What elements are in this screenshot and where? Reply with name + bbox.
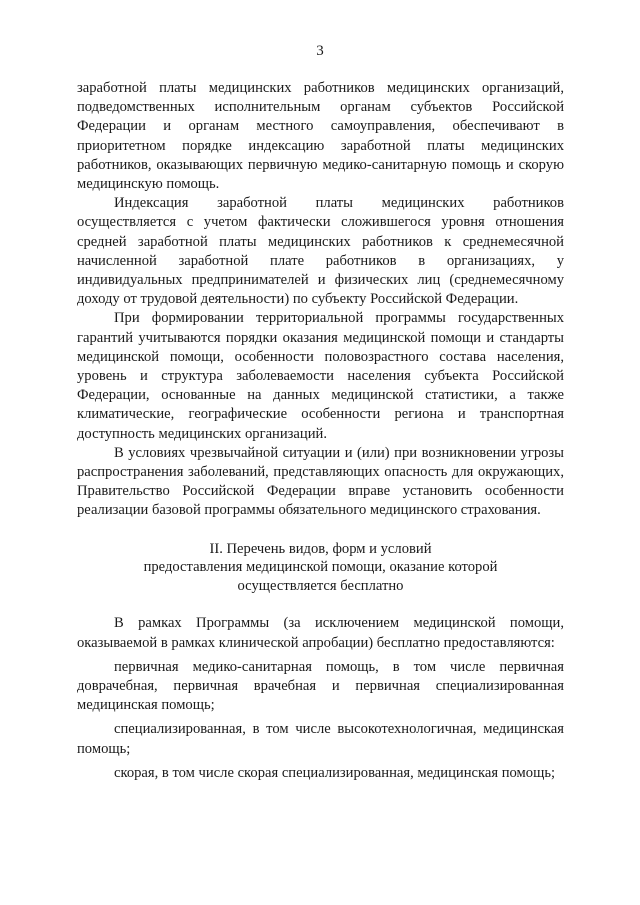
section-heading-line-3: осуществляется бесплатно [237,577,404,594]
list-item-primary-care: первичная медико-санитарная помощь, в том числе первичная доврачебная, первичная врачебная и первичная специализированная медицинская помощь; [77,658,564,714]
page-number: 3 [316,43,324,59]
section-heading [77,540,564,596]
paragraph-salary-indexation: Индексация заработной платы медицинских работников осуществляется с учетом фактически сложившегося уровня отношения средней заработной платы медицинских работников к среднемесячной начисленной заработной плате работников в организациях, у индивидуальных предпринимателей и физических лиц (среднемесячному доходу от трудовой деятельности) по субъекту Российской Федерации. [77,195,564,308]
paragraph-emergency: В условиях чрезвычайной ситуации и (или) при возникновении угрозы распространения заболеваний, представляющих опасность для окружающих, Правительство Российской Федерации вправе установить особенности реализации базовой программы обязательного медицинского страхования. [77,444,564,519]
section-heading-line-2: предоставления медицинской помощи, оказание которой [143,559,498,576]
paragraph-salary-continuation: заработной платы медицинских работников медицинских организаций, подведомственных исполнительным органам субъектов Российской Федерации и органам местного самоуправления, обеспечивают в приоритетном порядке индексацию заработной платы медицинских работников, оказывающих первичную медико-санитарную помощь и скорую медицинскую помощь. [77,80,564,193]
paragraph-program-intro: В рамках Программы (за исключением медицинской помощи, оказываемой в рамках клинической апробации) бесплатно предоставляются: [77,615,564,651]
section-heading-line-1: II. Перечень видов, форм и условий [209,540,432,557]
list-item-specialized-care: специализированная, в том числе высокотехнологичная, медицинская помощь; [77,721,564,757]
list-item-emergency-care: скорая, в том числе скорая специализированная, медицинская помощь; [114,764,556,781]
spacer [77,595,564,614]
paragraph-territorial-program: При формировании территориальной программы государственных гарантий учитываются порядки оказания медицинской помощи и стандарты медицинской помощи, особенности половозрастного состава населения, уровень и структура заболеваемости населения субъекта Российской Федерации, основанные на данных медицинской статистики, а также климатические, географические особенности региона и транспортная доступность медицинских организаций. [77,310,564,442]
spacer [77,521,564,540]
document-body [77,79,564,788]
